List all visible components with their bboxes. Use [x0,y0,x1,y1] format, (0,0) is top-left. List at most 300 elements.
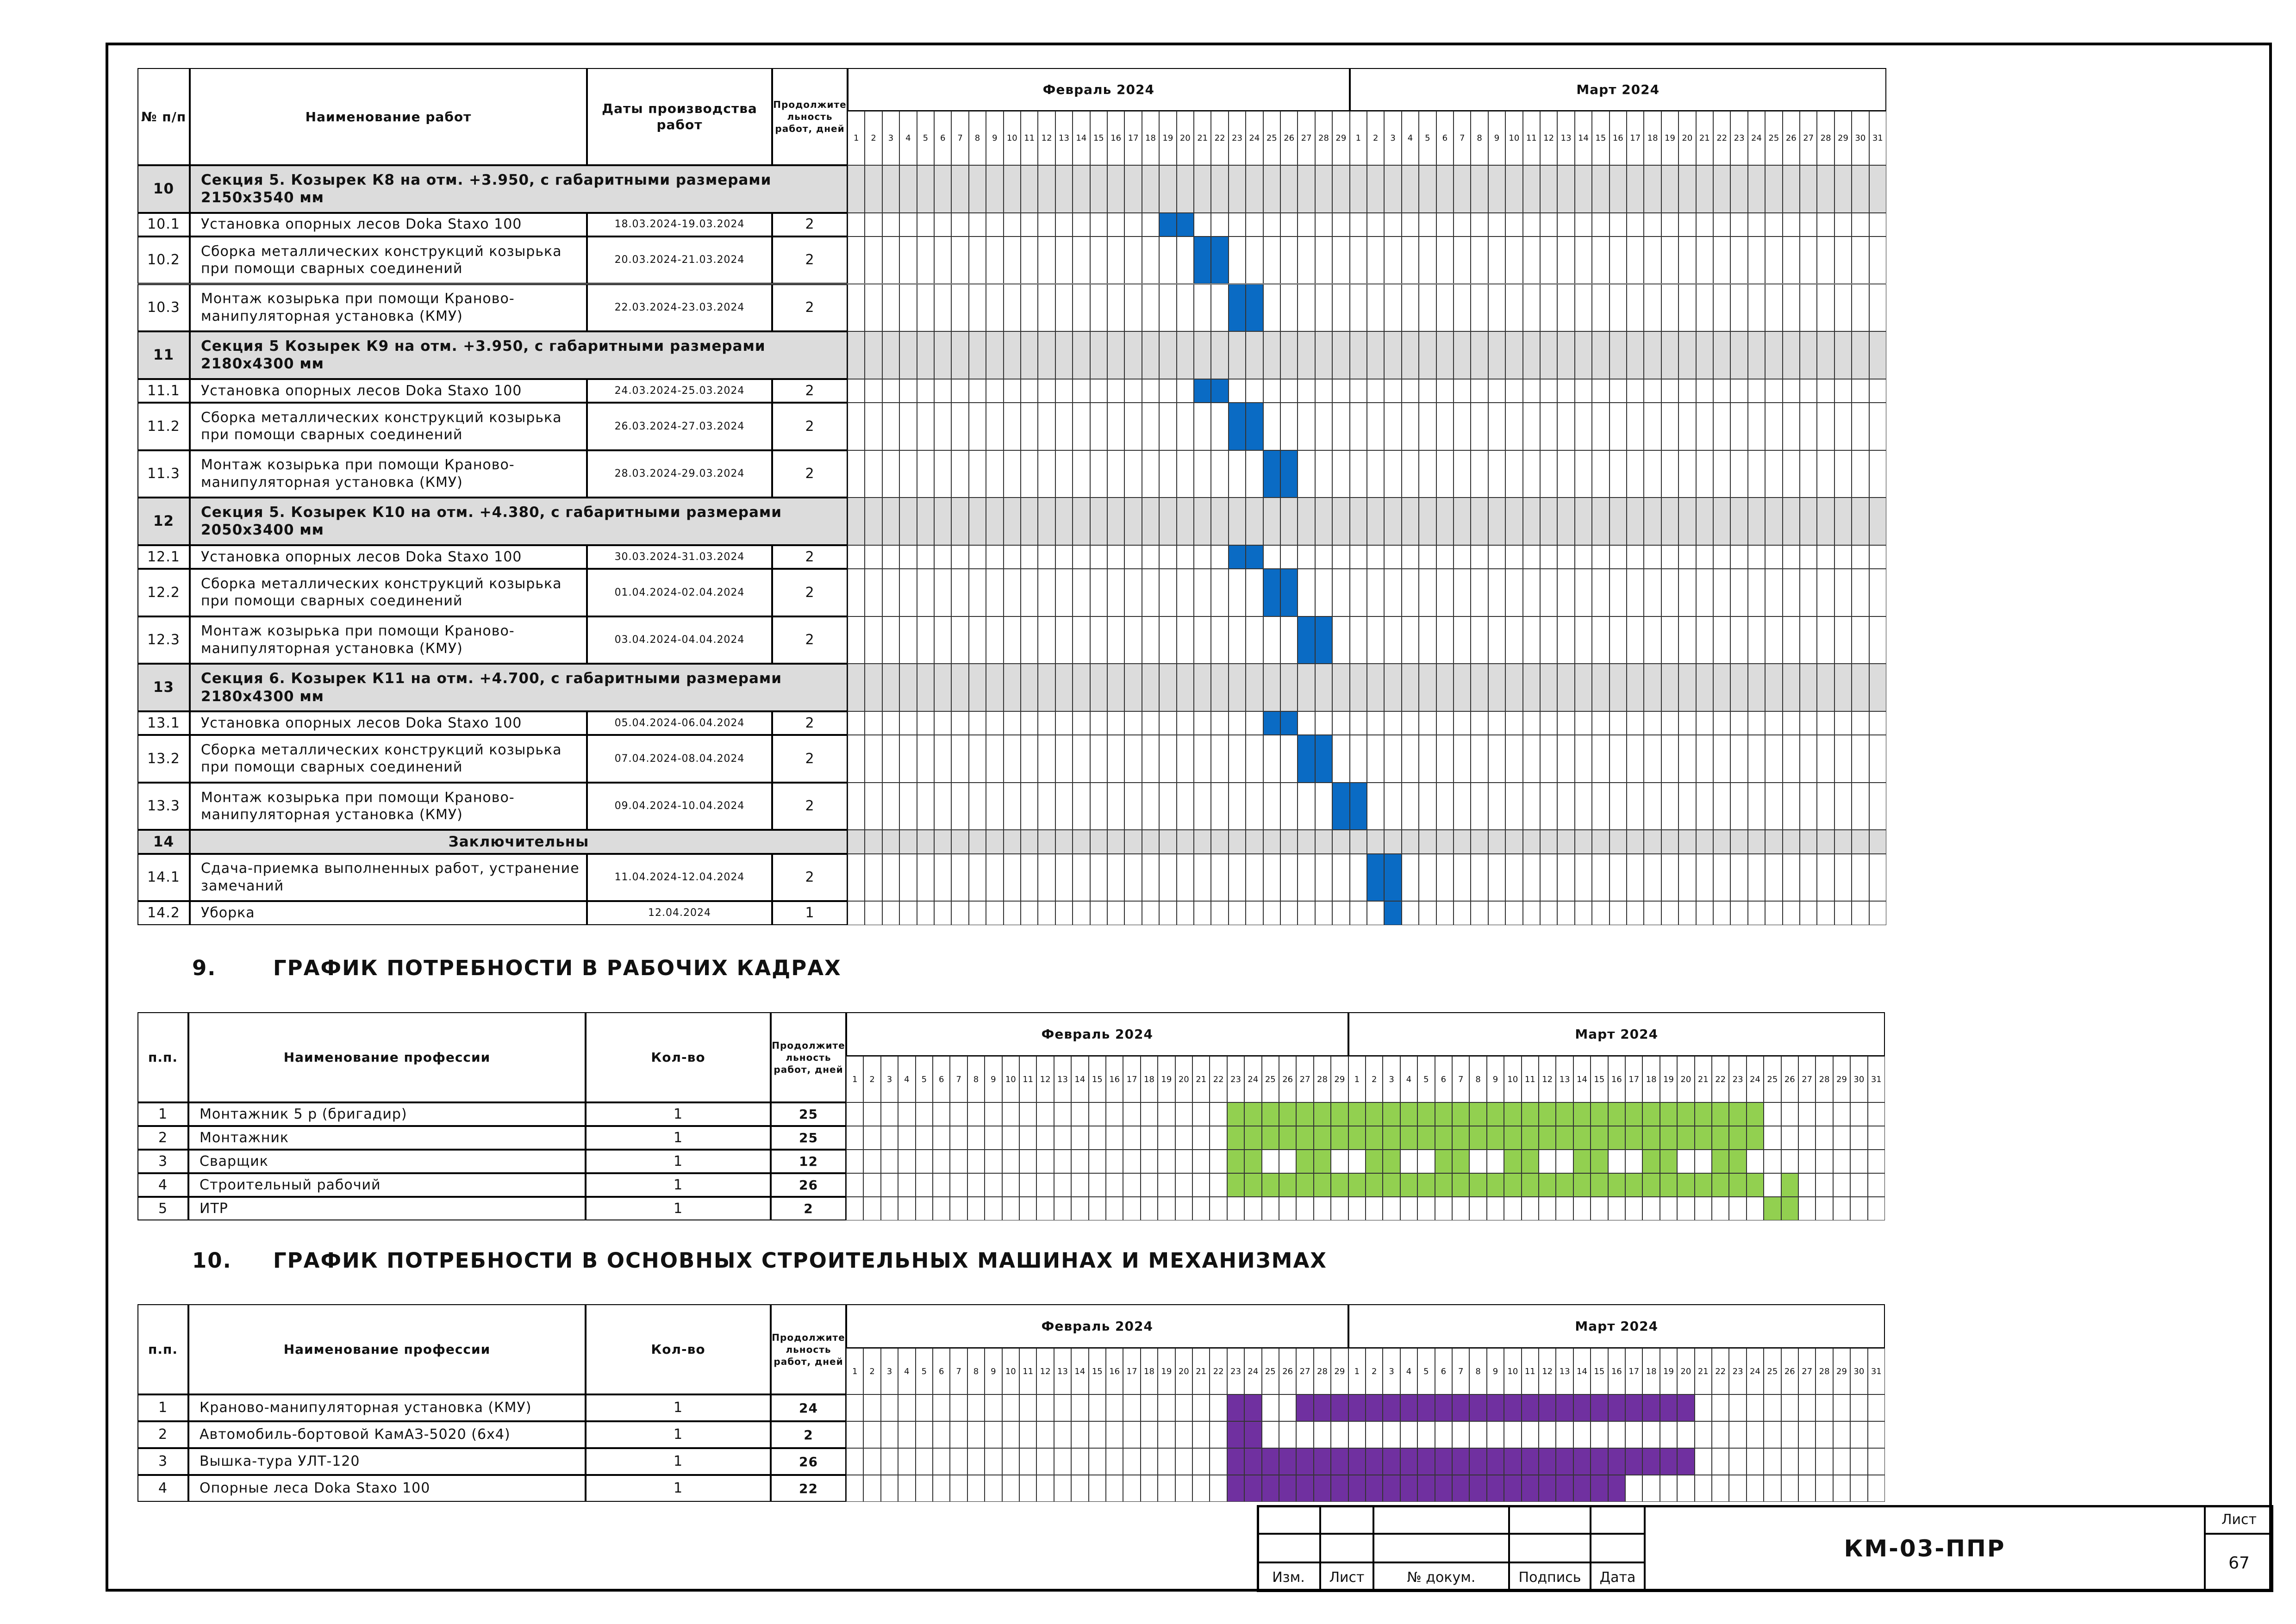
day-header: 23 [1227,1348,1244,1394]
day-cell [1280,236,1298,284]
day-cell [1765,569,1782,616]
schedule-bar-cell [1608,1173,1625,1197]
day-cell [1695,1475,1712,1502]
day-header: 8 [967,1348,985,1394]
day-header: 30 [1850,1348,1867,1394]
duration-header: Продолжите льность работ, дней [772,68,848,165]
schedule-bar-cell [1262,1475,1279,1502]
day-cell [1869,165,1886,213]
day-cell [1298,498,1315,545]
day-cell [950,1421,967,1448]
day-cell [1141,1173,1158,1197]
day-cell [1713,854,1730,902]
day-cell [1124,213,1142,236]
day-cell [1055,331,1073,379]
day-cell [1852,379,1869,403]
day-cell [1229,830,1246,853]
day-cell [1402,284,1419,332]
day-cell [1557,735,1574,783]
day-header: 10 [1504,1348,1521,1394]
day-header: 6 [933,1348,950,1394]
day-cell [1090,165,1107,213]
day-cell [934,165,951,213]
day-cell [1644,403,1661,450]
schedule-bar-cell [1781,1197,1798,1220]
day-cell [846,1421,863,1448]
schedule-bar-cell [1677,1448,1694,1475]
day-cell [1021,236,1038,284]
day-cell [1263,236,1280,284]
day-header: 7 [951,111,968,165]
day-header: 6 [1435,1056,1452,1102]
day-cell [1868,1126,1885,1150]
quantity: 1 [586,1475,771,1502]
day-cell [1229,711,1246,735]
day-cell [1592,379,1609,403]
day-cell [1123,1102,1140,1126]
day-cell [1834,783,1852,830]
day-cell [1488,498,1505,545]
day-cell [1610,735,1627,783]
day-cell [1175,1173,1192,1197]
schedule-bar-cell [1660,1394,1677,1421]
schedule-bar-cell [1383,1126,1400,1150]
day-cell [1367,450,1384,498]
day-cell [1678,450,1696,498]
day-cell [1627,830,1644,853]
day-cell [917,331,934,379]
section-title: Секция 5. Козырек К8 на отм. +3.950, с габаритными размерами 2150х3540 мм [190,165,848,213]
day-header: 19 [1158,1348,1175,1394]
section-title: Заключительны [190,830,848,853]
day-cell [1055,284,1073,332]
day-cell [1090,901,1107,925]
day-cell [1488,783,1505,830]
day-cell [898,1421,915,1448]
day-cell [1194,403,1211,450]
day-cell [1262,1394,1279,1421]
schedule-bar-cell [1366,1394,1383,1421]
day-cell [1608,1197,1625,1220]
day-cell [1348,1421,1366,1448]
day-cell [1384,213,1401,236]
day-cell [1124,569,1142,616]
schedule-bar-cell [1712,1102,1729,1126]
day-header: 19 [1660,1348,1677,1394]
schedule-bar-cell [1384,901,1401,925]
work-name: Уборка [190,901,587,925]
day-cell [1402,450,1419,498]
day-cell [1817,854,1834,902]
schedule-bar-cell [1504,1126,1521,1150]
day-cell [985,1475,1002,1502]
day-cell [1471,783,1488,830]
day-cell [1817,664,1834,711]
day-cell [1627,165,1644,213]
day-cell [1868,1173,1885,1197]
day-cell [1107,236,1124,284]
day-cell [1436,331,1454,379]
day-cell [1315,284,1332,332]
day-header: 30 [1850,1056,1867,1102]
day-cell [1644,616,1661,664]
day-cell [1090,498,1107,545]
day-cell [986,213,1003,236]
day-cell [1436,545,1454,569]
day-cell [1123,1394,1140,1421]
day-cell [917,403,934,450]
day-cell [1677,1475,1694,1502]
day-cell [1402,616,1419,664]
day-cell [1575,854,1592,902]
row-number: 13 [137,664,190,711]
day-header: 1 [846,1056,863,1102]
day-cell [1211,711,1228,735]
day-cell [1159,236,1176,284]
schedule-bar-cell [1244,1421,1261,1448]
day-cell [1298,403,1315,450]
schedule-bar-cell [1227,1173,1244,1197]
day-cell [1089,1126,1106,1150]
profession-name: Вышка-тура УЛТ-120 [188,1448,586,1475]
day-cell [1713,498,1730,545]
day-cell [1021,783,1038,830]
day-cell [1090,711,1107,735]
day-cell [1765,450,1782,498]
day-cell [1089,1173,1106,1197]
day-cell [1158,1197,1175,1220]
day-cell [1869,735,1886,783]
schedule-bar-cell [1331,1102,1348,1126]
day-cell [1298,783,1315,830]
day-cell [1868,1448,1885,1475]
schedule-bar-cell [1747,1173,1764,1197]
day-header: 5 [917,111,934,165]
day-cell [1106,1150,1123,1173]
schedule-bar-cell [1366,1126,1383,1150]
day-cell [1124,403,1142,450]
day-cell [1279,1150,1296,1173]
schedule-bar-cell [1747,1126,1764,1150]
day-cell [1350,450,1367,498]
day-cell [1298,545,1315,569]
day-cell [1229,569,1246,616]
day-cell [1644,213,1661,236]
day-cell [899,284,917,332]
day-header: 23 [1729,1056,1746,1102]
month-feb: Февраль 2024 [846,1012,1348,1056]
day-cell [863,1197,880,1220]
day-cell [934,830,951,853]
work-name: Монтаж козырька при помощи Краново-манипуляторная установка (КМУ) [190,616,587,664]
day-cell [1229,236,1246,284]
day-cell [1488,331,1505,379]
day-cell [951,284,968,332]
day-cell [1505,830,1522,853]
work-duration: 2 [772,379,848,403]
day-cell [1073,403,1090,450]
day-cell [1575,331,1592,379]
day-header: 8 [1469,1348,1486,1394]
day-cell [1817,569,1834,616]
day-cell [1227,1197,1244,1220]
day-cell [1817,711,1834,735]
day-cell [1141,1475,1158,1502]
day-cell [1869,284,1886,332]
day-header: 23 [1229,111,1246,165]
day-header: 17 [1625,1056,1642,1102]
day-cell [917,901,934,925]
day-cell [1350,901,1367,925]
day-cell [1523,711,1540,735]
day-cell [1019,1173,1036,1197]
day-cell [1833,1102,1850,1126]
day-cell [1054,1173,1071,1197]
day-cell [848,901,865,925]
day-cell [1106,1448,1123,1475]
day-header: 7 [1454,111,1471,165]
day-cell [1748,854,1765,902]
row-number: 11.3 [137,450,190,498]
day-cell [1540,498,1557,545]
day-cell [1869,379,1886,403]
day-cell [881,1102,898,1126]
day-cell [1107,284,1124,332]
day-cell [934,569,951,616]
day-cell [1610,236,1627,284]
day-cell [951,236,968,284]
day-cell [1852,450,1869,498]
day-cell [1419,165,1436,213]
day-cell [882,498,899,545]
day-cell [1748,830,1765,853]
schedule-bar-cell [1591,1173,1608,1197]
day-cell [882,901,899,925]
day-cell [882,450,899,498]
day-cell [1055,616,1073,664]
day-cell [1384,616,1401,664]
day-header: 25 [1764,1056,1781,1102]
work-duration: 2 [772,284,848,332]
day-cell [1834,236,1852,284]
day-cell [1350,545,1367,569]
day-cell [1384,569,1401,616]
month-mar: Март 2024 [1348,1012,1885,1056]
day-cell [1661,569,1678,616]
schedule-bar-cell [1504,1475,1521,1502]
schedule-bar-cell [1539,1173,1556,1197]
work-duration: 2 [772,854,848,902]
day-cell [1073,711,1090,735]
day-cell [1279,1394,1296,1421]
day-cell [1177,783,1194,830]
day-cell [1142,403,1159,450]
day-cell [882,783,899,830]
day-cell [1540,783,1557,830]
day-cell [1505,735,1522,783]
month-mar: Март 2024 [1350,68,1886,111]
day-cell [1800,403,1817,450]
day-cell [1781,1102,1798,1126]
schedule-bar-cell [1296,1173,1313,1197]
day-cell [1402,901,1419,925]
day-cell [1557,450,1574,498]
day-cell [1177,165,1194,213]
day-cell [1713,616,1730,664]
schedule-bar-cell [1452,1102,1469,1126]
day-cell [1834,901,1852,925]
schedule-bar-cell [1487,1126,1504,1150]
day-header: 15 [1591,1056,1608,1102]
day-cell [1817,616,1834,664]
day-cell [1036,1150,1054,1173]
day-cell [1090,379,1107,403]
day-cell [1400,1197,1417,1220]
day-cell [1298,213,1315,236]
day-header: 6 [1436,111,1454,165]
day-cell [986,403,1003,450]
day-cell [1279,1421,1296,1448]
section-title: Секция 5 Козырек К9 на отм. +3.950, с габаритными размерами 2180х4300 мм [190,331,848,379]
day-cell [1505,450,1522,498]
day-cell [1575,735,1592,783]
day-cell [1505,331,1522,379]
day-header: 21 [1696,111,1713,165]
day-header: 29 [1331,1348,1348,1394]
schedule-bar-cell [1400,1448,1417,1475]
day-cell [899,830,917,853]
day-cell [899,616,917,664]
day-cell [1557,545,1574,569]
day-cell [969,284,986,332]
day-cell [1090,213,1107,236]
day-cell [865,830,882,853]
day-header: 25 [1262,1348,1279,1394]
schedule-bar-cell [1348,1475,1366,1502]
schedule-bar-cell [1677,1102,1694,1126]
day-cell [1817,165,1834,213]
day-cell [1315,664,1332,711]
day-cell [1852,284,1869,332]
day-cell [1211,901,1228,925]
day-header: 27 [1296,1348,1313,1394]
schedule-bar-cell [1712,1126,1729,1150]
day-cell [969,830,986,853]
day-cell [1331,1421,1348,1448]
day-cell [1748,403,1765,450]
day-cell [985,1126,1002,1150]
day-cell [1436,450,1454,498]
day-cell [1262,1421,1279,1448]
day-header: 26 [1279,1348,1296,1394]
day-cell [1781,1475,1798,1502]
schedule-bar-cell [1642,1394,1660,1421]
day-cell [1141,1421,1158,1448]
day-cell [1852,498,1869,545]
day-cell [1055,236,1073,284]
day-cell [969,616,986,664]
day-cell [917,236,934,284]
day-cell [1106,1102,1123,1126]
day-cell [1107,403,1124,450]
day-cell [1021,450,1038,498]
day-cell [1644,783,1661,830]
day-cell [1071,1475,1088,1502]
day-cell [969,854,986,902]
day-cell [848,236,865,284]
day-cell [917,379,934,403]
day-cell [1592,236,1609,284]
day-cell [1073,379,1090,403]
day-cell [1002,1475,1019,1502]
day-cell [1210,1394,1227,1421]
day-cell [1610,331,1627,379]
day-cell [1090,664,1107,711]
day-cell [1419,901,1436,925]
day-cell [1400,1150,1417,1173]
day-cell [1661,450,1678,498]
day-cell [1523,284,1540,332]
schedule-bar-cell [1227,1394,1244,1421]
day-cell [882,379,899,403]
day-header: 26 [1781,1056,1798,1102]
day-cell [1192,1173,1210,1197]
day-cell [1575,498,1592,545]
duration: 22 [771,1475,846,1502]
schedule-bar-cell [1279,1126,1296,1150]
day-header: 9 [1488,111,1505,165]
day-cell [1124,830,1142,853]
day-cell [1246,569,1263,616]
day-cell [1869,854,1886,902]
schedule-bar-cell [1279,1102,1296,1126]
day-cell [1783,664,1800,711]
schedule-bar-cell [1729,1126,1746,1150]
day-header: 8 [1469,1056,1486,1102]
day-cell [1627,545,1644,569]
day-cell [1436,403,1454,450]
schedule-bar-cell [1522,1150,1539,1173]
day-cell [1713,331,1730,379]
day-cell [1540,379,1557,403]
day-cell [1454,498,1471,545]
day-cell [1054,1475,1071,1502]
day-cell [1800,783,1817,830]
day-header: 8 [967,1056,985,1102]
schedule-bar-cell [1417,1126,1435,1150]
work-duration: 1 [772,901,848,925]
schedule-bar-cell [1504,1173,1521,1197]
day-cell [1073,901,1090,925]
schedule-bar-cell [1764,1197,1781,1220]
work-dates: 07.04.2024-08.04.2024 [587,735,772,783]
day-cell [1575,783,1592,830]
day-cell [1124,664,1142,711]
day-cell [1781,1394,1798,1421]
day-cell [1263,403,1280,450]
day-cell [1748,379,1765,403]
day-cell [1089,1394,1106,1421]
schedule-bar-cell [1695,1173,1712,1197]
day-cell [969,236,986,284]
day-header: 16 [1106,1056,1123,1102]
day-cell [969,545,986,569]
day-header: 16 [1107,111,1124,165]
day-cell [882,664,899,711]
day-cell [1747,1394,1764,1421]
section10-number: 10. [192,1248,232,1273]
day-cell [1436,379,1454,403]
